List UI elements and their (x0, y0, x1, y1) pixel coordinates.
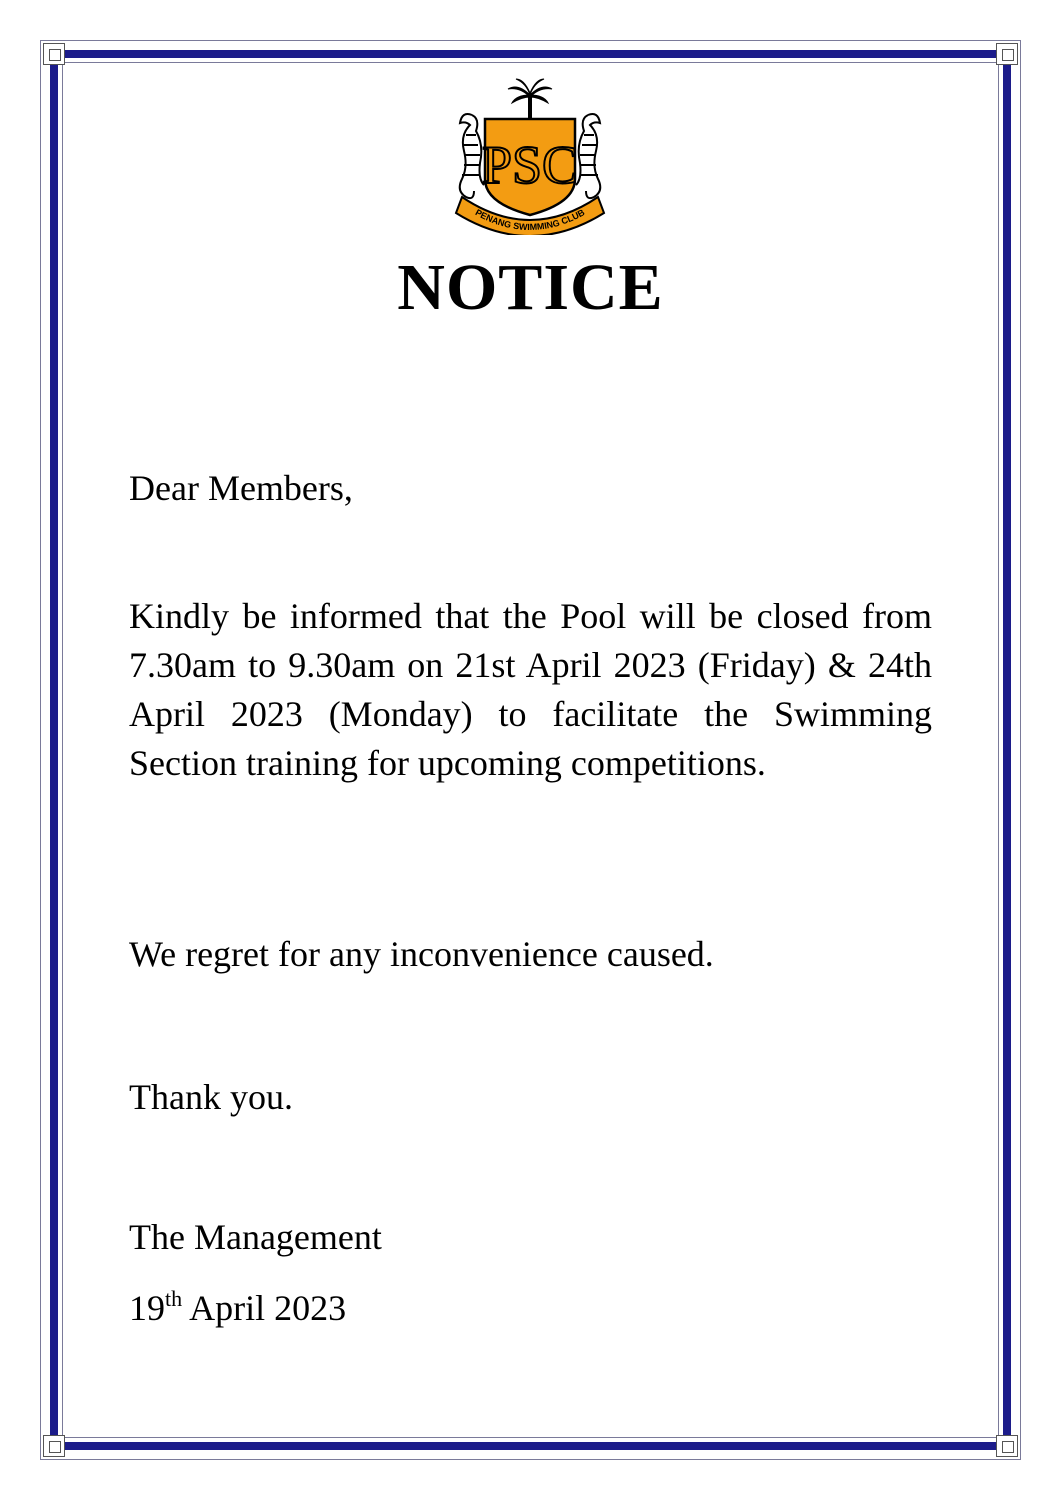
logo-initials: PSC (481, 135, 579, 195)
logo-banner-text: PENANG SWIMMING CLUB (473, 207, 587, 233)
regret-line: We regret for any inconvenience caused. (129, 934, 714, 974)
corner-ornament-top-left (43, 43, 65, 65)
date-month-year: April 2023 (182, 1288, 347, 1328)
seahorse-left-icon (460, 114, 484, 198)
notice-title: NOTICE (397, 251, 664, 324)
signoff: The Management (129, 1217, 382, 1257)
club-logo (440, 75, 620, 235)
date-day: 19 (129, 1288, 165, 1328)
seahorse-right-icon (576, 114, 600, 198)
palm-tree-icon (508, 79, 552, 123)
date-suffix: th (165, 1286, 183, 1311)
corner-ornament-bottom-left (43, 1435, 65, 1457)
corner-ornament-bottom-right (996, 1435, 1018, 1457)
salutation: Dear Members, (129, 468, 353, 508)
corner-ornament-top-right (996, 43, 1018, 65)
notice-date (129, 1284, 346, 1333)
notice-body: Kindly be informed that the Pool will be closed from 7.30am to 9.30am on 21st April 2023 (Friday) & 24th April 2023 (Monday) to facilitate the Swimming Section training for upcoming competitions. (129, 596, 932, 783)
thanks-line: Thank you. (129, 1077, 293, 1117)
